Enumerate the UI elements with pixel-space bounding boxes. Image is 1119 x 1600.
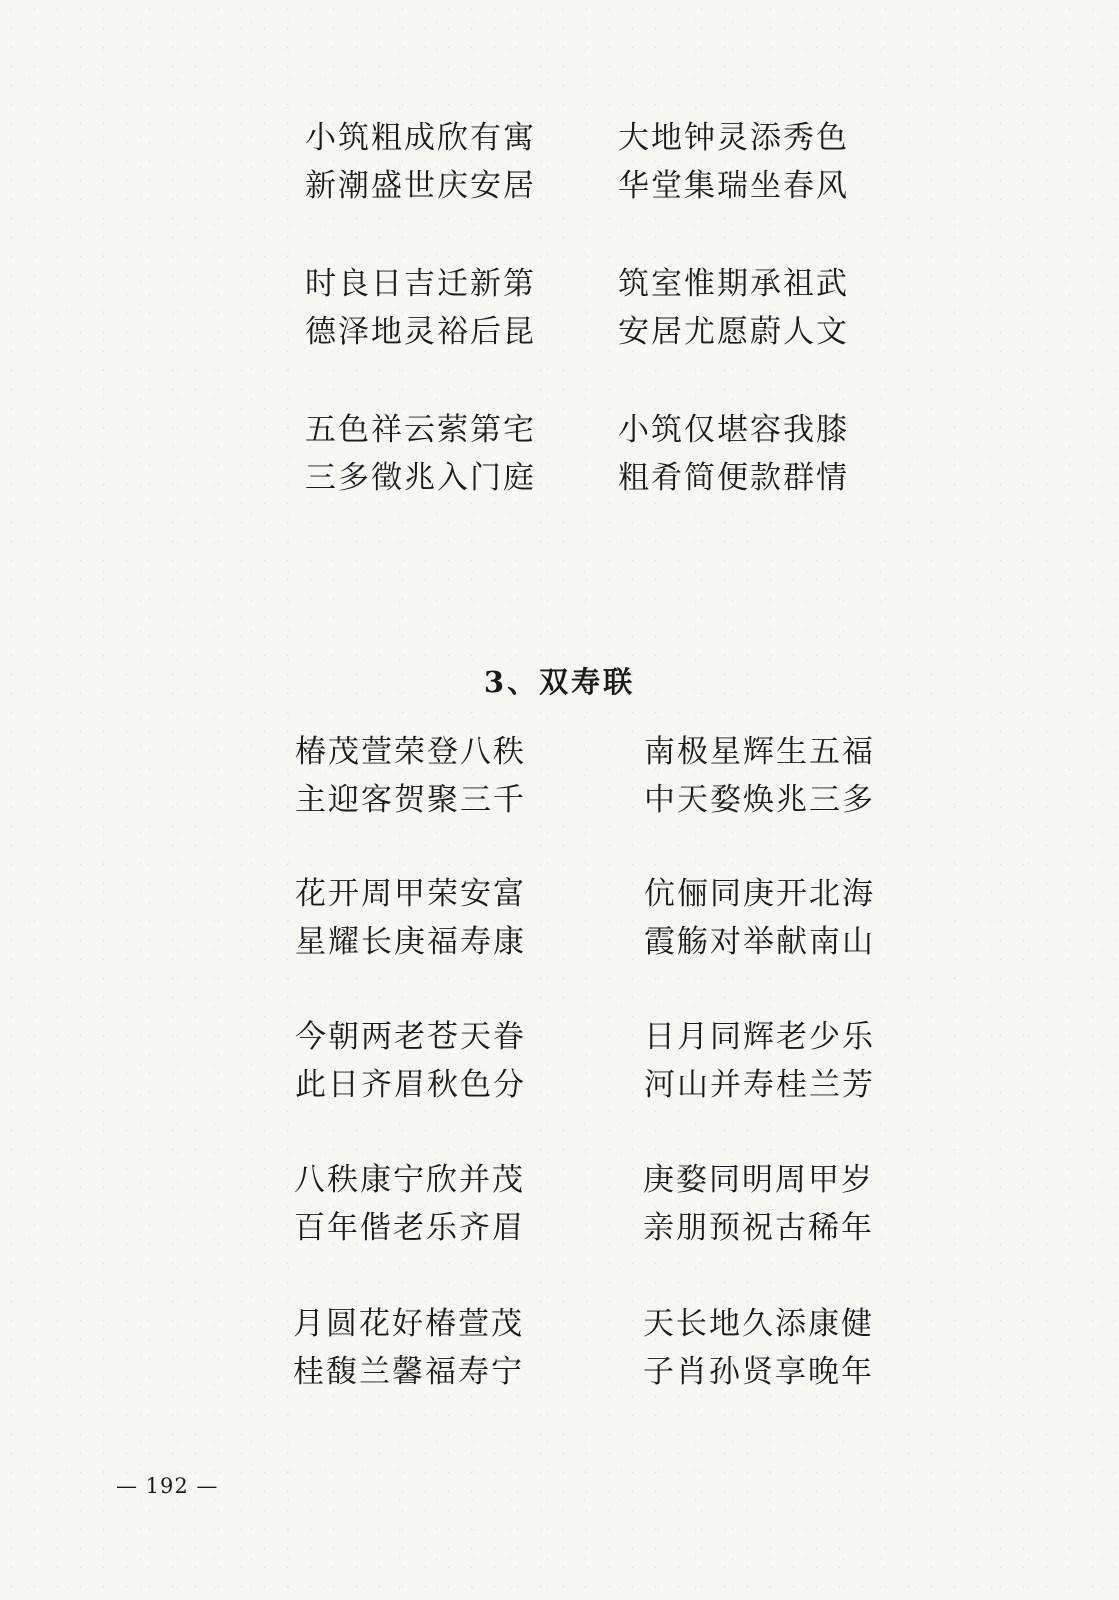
couplet-line: 八秩康宁欣并茂	[294, 1162, 525, 1198]
page-number: — 192 —	[116, 1474, 219, 1498]
couplet-6-left	[295, 1013, 526, 1109]
section-title: 3、双寿联	[483, 665, 636, 699]
couplet-line: 五色祥云萦第宅	[305, 412, 536, 448]
couplet-line: 南极星辉生五福	[644, 734, 875, 770]
couplet-line: 星耀长庚福寿康	[295, 924, 526, 960]
couplet-line: 日月同辉老少乐	[644, 1019, 875, 1055]
couplet-line: 伉俪同庚开北海	[644, 876, 875, 912]
couplet-line: 百年偕老乐齐眉	[294, 1210, 525, 1246]
couplet-line: 新潮盛世庆安居	[305, 168, 536, 204]
couplet-line: 三多徵兆入门庭	[305, 460, 536, 496]
couplet-4-right	[644, 728, 875, 824]
couplet-line: 小筑仅堪容我膝	[618, 412, 849, 448]
couplet-line: 华堂集瑞坐春风	[618, 168, 849, 204]
couplet-8-left	[293, 1300, 524, 1396]
couplet-line: 大地钟灵添秀色	[618, 120, 849, 156]
couplet-line: 花开周甲荣安富	[295, 876, 526, 912]
couplet-8-right	[643, 1300, 874, 1396]
couplet-7-right	[643, 1156, 874, 1252]
couplet-line: 亲朋预祝古稀年	[643, 1210, 874, 1246]
couplet-2-left	[305, 260, 536, 356]
couplet-line: 今朝两老苍天眷	[295, 1019, 526, 1055]
couplet-line: 安居尤愿蔚人文	[618, 314, 849, 350]
couplet-1-left	[305, 114, 536, 210]
couplet-3-left	[305, 406, 536, 502]
couplet-line: 时良日吉迁新第	[305, 266, 536, 302]
couplet-line: 筑室惟期承祖武	[618, 266, 849, 302]
couplet-line: 粗肴简便款群情	[618, 460, 849, 496]
couplet-line: 桂馥兰馨福寿宁	[293, 1354, 524, 1390]
couplet-2-right	[618, 260, 849, 356]
couplet-line: 椿茂萱荣登八秩	[295, 734, 526, 770]
couplet-line: 小筑粗成欣有寓	[305, 120, 536, 156]
couplet-line: 天长地久添康健	[643, 1306, 874, 1342]
couplet-line: 此日齐眉秋色分	[295, 1067, 526, 1103]
couplet-line: 河山并寿桂兰芳	[644, 1067, 875, 1103]
couplet-1-right	[618, 114, 849, 210]
couplet-line: 德泽地灵裕后昆	[305, 314, 536, 350]
couplet-5-left	[295, 870, 526, 966]
couplet-3-right	[618, 406, 849, 502]
couplet-line: 中天婺焕兆三多	[644, 782, 875, 818]
couplet-line: 月圆花好椿萱茂	[293, 1306, 524, 1342]
couplet-line: 庚婺同明周甲岁	[643, 1162, 874, 1198]
couplet-line: 霞觞对举献南山	[644, 924, 875, 960]
couplet-6-right	[644, 1013, 875, 1109]
couplet-7-left	[294, 1156, 525, 1252]
couplet-line: 子肖孙贤享晚年	[643, 1354, 874, 1390]
couplet-4-left	[295, 728, 526, 824]
couplet-line: 主迎客贺聚三千	[295, 782, 526, 818]
couplet-5-right	[644, 870, 875, 966]
